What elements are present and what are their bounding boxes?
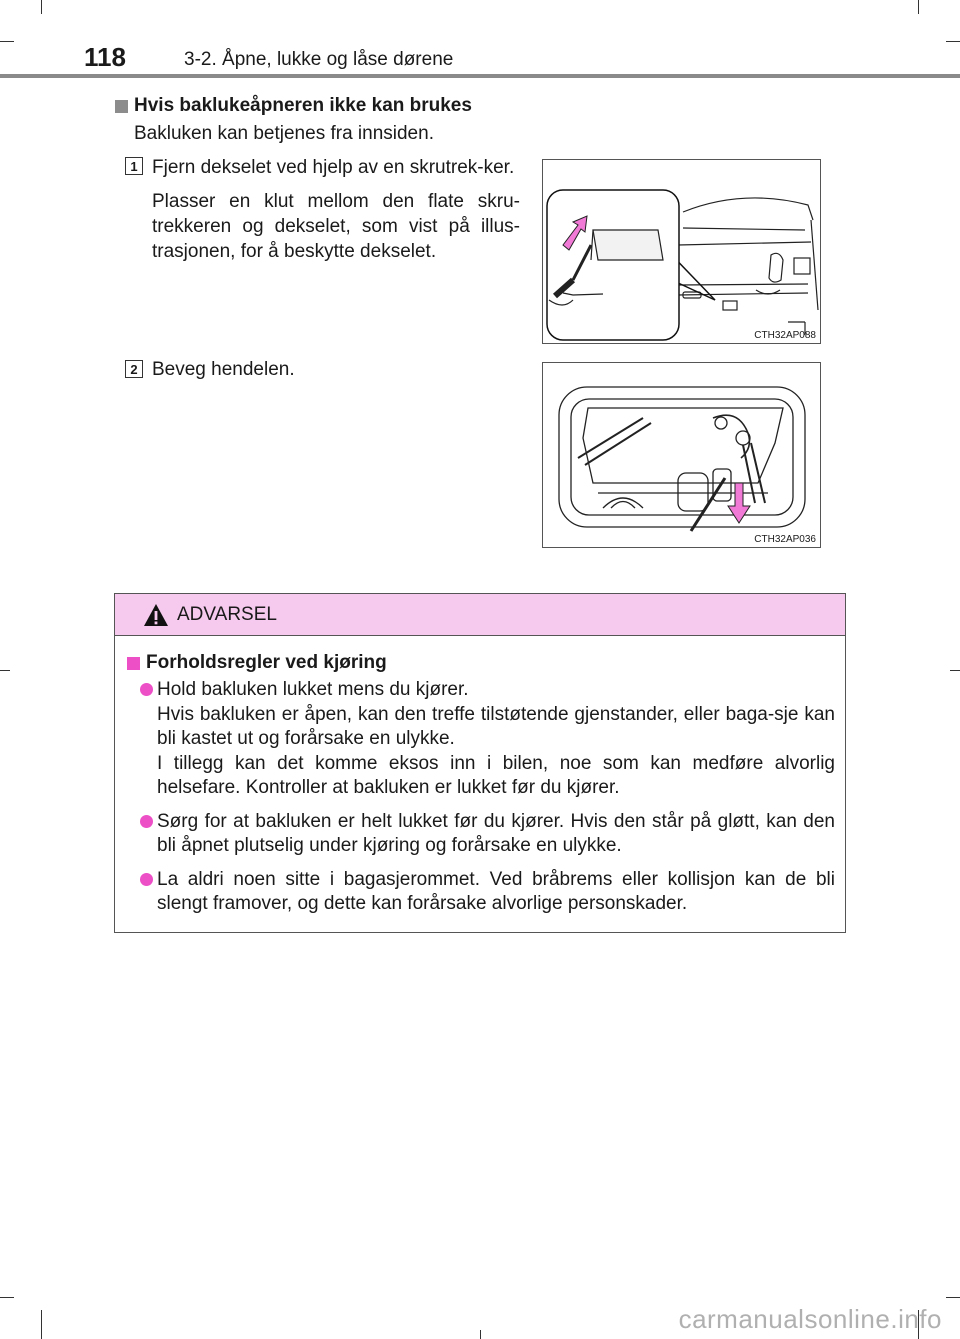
round-bullet-icon — [140, 683, 153, 696]
crop-mark — [480, 1330, 481, 1339]
round-bullet-icon — [140, 815, 153, 828]
crop-mark — [946, 1297, 960, 1298]
crop-mark — [946, 41, 960, 42]
round-bullet-icon — [140, 873, 153, 886]
watermark: carmanualsonline.info — [678, 1304, 942, 1334]
page-number: 118 — [84, 42, 126, 72]
illustration-move-lever — [542, 362, 821, 548]
move-lever-drawing — [543, 363, 821, 548]
step-paragraph: Beveg hendelen. — [152, 359, 295, 380]
warning-line: Hvis bakluken er åpen, kan den treffe tilstøtende gjenstander, eller baga-sje kan bli kastet ut og forårsake en ulykke. — [157, 703, 835, 749]
crop-mark — [41, 1310, 42, 1339]
crop-mark — [918, 0, 919, 14]
warning-line: Sørg for at bakluken er helt lukket før du kjører. Hvis den står på gløtt, kan den bli åpnet plutselig under kjøring og forårsake en ulykke. — [157, 810, 835, 856]
section-heading-text: Hvis baklukeåpneren ikke kan brukes — [134, 95, 472, 116]
warning-item — [127, 868, 835, 917]
warning-triangle-icon — [143, 603, 169, 627]
chapter-title: 3-2. Åpne, lukke og låse dørene — [184, 49, 454, 70]
warning-item — [127, 678, 835, 801]
figure-code: CTH32AP088 — [754, 330, 816, 341]
crop-mark — [0, 670, 10, 671]
square-bullet-icon — [115, 100, 128, 113]
step-paragraph: Plasser en klut mellom den flate skru-trekkeren og dekselet, som vist på illus-trasjonen, for å beskytte dekselet. — [152, 191, 520, 262]
step-number-badge: 1 — [125, 157, 143, 175]
warning-title: ADVARSEL — [177, 603, 277, 625]
warning-line: Hold bakluken lukket mens du kjører. — [157, 679, 469, 700]
square-bullet-icon — [127, 657, 140, 670]
warning-line: I tillegg kan det komme eksos inn i bilen, noe som kan medføre alvorlig helsefare. Kontroller at bakluken er lukket før du kjører. — [157, 752, 835, 798]
crop-mark — [41, 0, 42, 14]
figure-code: CTH32AP036 — [754, 534, 816, 545]
section-intro: Bakluken kan betjenes fra innsiden. — [134, 123, 434, 144]
warning-body — [115, 636, 845, 917]
step-paragraph: Fjern dekselet ved hjelp av en skrutrek-ker. — [152, 157, 515, 178]
warning-heading — [127, 652, 835, 674]
illustration-remove-cover — [542, 159, 821, 344]
warning-line: La aldri noen sitte i bagasjerommet. Ved bråbrems eller kollisjon kan de bli slengt framover, og dette kan forårsake alvorlige personskader. — [157, 868, 835, 914]
step-number-badge: 2 — [125, 360, 143, 378]
step-1-text — [152, 155, 520, 273]
warning-header — [115, 594, 845, 636]
warning-item — [127, 810, 835, 859]
header-rule — [0, 74, 960, 78]
crop-mark — [0, 41, 14, 42]
crop-mark — [0, 1297, 14, 1298]
section-heading — [115, 95, 472, 117]
crop-mark — [950, 670, 960, 671]
warning-box — [114, 593, 846, 933]
remove-cover-drawing — [543, 160, 821, 344]
step-2-text — [152, 357, 520, 391]
warning-heading-text: Forholdsregler ved kjøring — [146, 652, 387, 673]
